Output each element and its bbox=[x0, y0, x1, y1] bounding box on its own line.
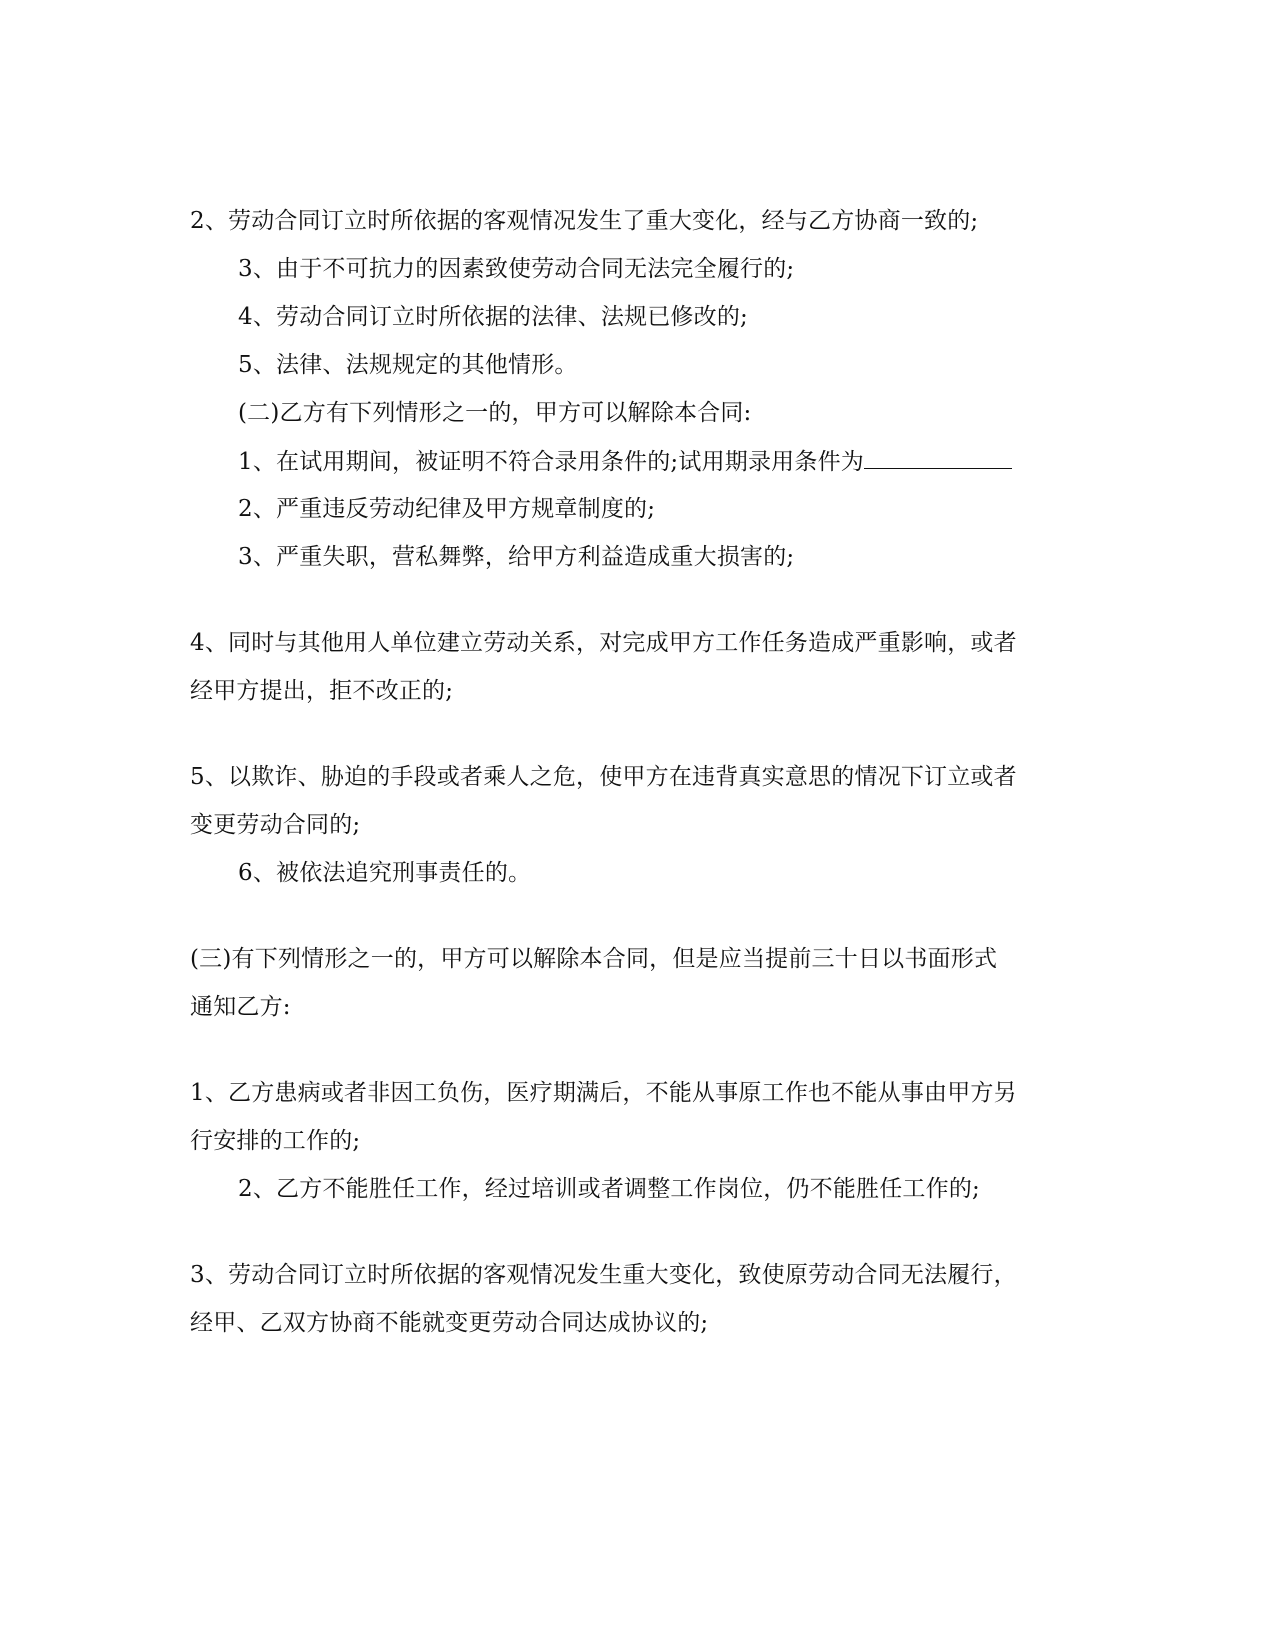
clause-line-10: 6、被依法追究刑事责任的。 bbox=[238, 860, 532, 886]
clause-line-5: 1、在试用期间，被证明不符合录用条件的;试用期录用条件为 bbox=[238, 446, 1012, 477]
section-heading-3-cont: 通知乙方: bbox=[190, 994, 291, 1020]
clause-line-2: 3、由于不可抗力的因素致使劳动合同无法完全履行的; bbox=[238, 256, 795, 282]
clause-line-11-cont: 行安排的工作的; bbox=[190, 1128, 361, 1154]
clause-line-13-cont: 经甲、乙双方协商不能就变更劳动合同达成协议的; bbox=[190, 1310, 709, 1336]
clause-line-1: 2、劳动合同订立时所依据的客观情况发生了重大变化，经与乙方协商一致的; bbox=[190, 208, 979, 234]
clause-line-8-cont: 经甲方提出，拒不改正的; bbox=[190, 678, 454, 704]
clause-line-4: 5、法律、法规规定的其他情形。 bbox=[238, 352, 578, 378]
clause-line-12: 2、乙方不能胜任工作，经过培训或者调整工作岗位，仍不能胜任工作的; bbox=[238, 1176, 980, 1202]
fill-in-blank bbox=[864, 446, 1012, 469]
clause-line-11: 1、乙方患病或者非因工负伤，医疗期满后，不能从事原工作也不能从事由甲方另 bbox=[190, 1080, 1017, 1106]
section-heading-2: (二)乙方有下列情形之一的，甲方可以解除本合同: bbox=[238, 400, 752, 426]
clause-line-9-cont: 变更劳动合同的; bbox=[190, 812, 361, 838]
clause-line-8: 4、同时与其他用人单位建立劳动关系，对完成甲方工作任务造成严重影响，或者 bbox=[190, 630, 1017, 656]
section-heading-3: (三)有下列情形之一的，甲方可以解除本合同，但是应当提前三十日以书面形式 bbox=[190, 946, 998, 972]
clause-line-13: 3、劳动合同订立时所依据的客观情况发生重大变化，致使原劳动合同无法履行， bbox=[190, 1262, 1017, 1288]
clause-line-7: 3、严重失职，营私舞弊，给甲方利益造成重大损害的; bbox=[238, 544, 795, 570]
clause-line-6: 2、严重违反劳动纪律及甲方规章制度的; bbox=[238, 496, 656, 522]
clause-line-3: 4、劳动合同订立时所依据的法律、法规已修改的; bbox=[238, 304, 748, 330]
clause-line-9: 5、以欺诈、胁迫的手段或者乘人之危，使甲方在违背真实意思的情况下订立或者 bbox=[190, 764, 1017, 790]
